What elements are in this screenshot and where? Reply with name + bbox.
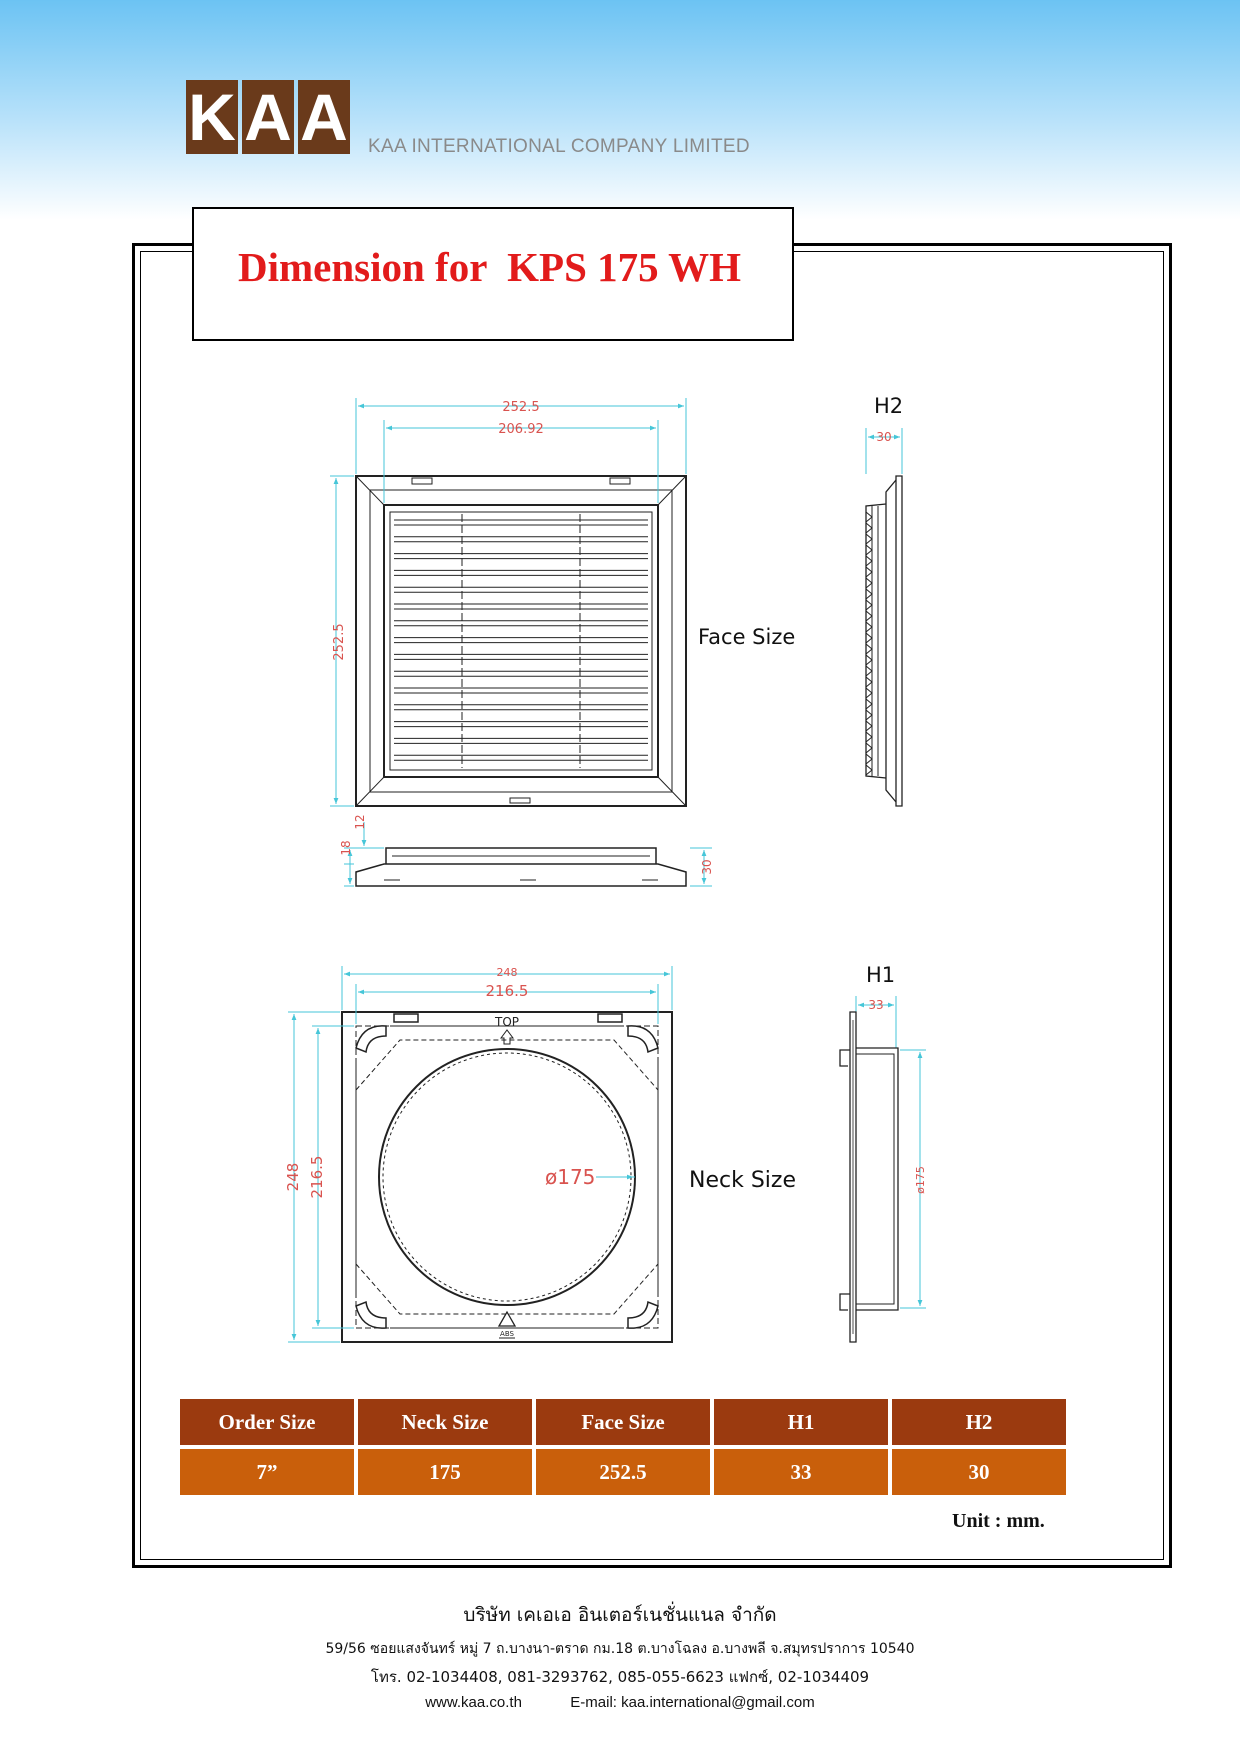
dim-neck-inner-height: 216.5: [308, 1155, 326, 1199]
table-cell: 252.5: [536, 1449, 710, 1495]
top-mark: TOP: [494, 1015, 520, 1029]
table-header-cell: Face Size: [536, 1399, 710, 1445]
side-rib: [866, 732, 872, 742]
table-cell: 30: [892, 1449, 1066, 1495]
side-rib: [866, 578, 872, 588]
face-front-view: [356, 476, 686, 806]
side-rib: [866, 666, 872, 676]
dim-h1-diameter: ø175: [914, 1166, 927, 1194]
table-row: [180, 1449, 1066, 1495]
footer-phone: โทร. 02-1034408, 081-3293762, 085-055-6623 แฟกซ์, 02-1034409: [370, 1668, 870, 1686]
company-name: KAA INTERNATIONAL COMPANY LIMITED: [368, 136, 750, 157]
dim-h1: 33: [868, 998, 884, 1012]
table-header-cell: Neck Size: [358, 1399, 532, 1445]
dim-face-inner-width: 206.92: [498, 422, 544, 437]
table-header-cell: Order Size: [180, 1399, 354, 1445]
table-header-cell: H2: [892, 1399, 1066, 1445]
table-cell: 175: [358, 1449, 532, 1495]
side-rib: [866, 644, 872, 654]
side-rib: [866, 754, 872, 764]
side-rib: [866, 765, 872, 775]
dim-neck-outer-width: 248: [496, 966, 518, 979]
side-rib: [866, 523, 872, 533]
h2-side-view: [866, 476, 902, 806]
side-rib: [866, 688, 872, 698]
page-title: Dimension for KPS 175 WH: [238, 244, 742, 290]
table-cell: 7”: [180, 1449, 354, 1495]
dim-neck-inner-width: 216.5: [485, 982, 529, 1000]
h1-label: H1: [866, 963, 896, 987]
dim-face-outer-width: 252.5: [502, 400, 540, 415]
side-rib: [866, 512, 872, 522]
spec-table: [176, 1395, 1070, 1499]
side-rib: [866, 545, 872, 555]
h1-side-view: [840, 1012, 898, 1342]
side-rib: [866, 633, 872, 643]
footer-contact: [0, 1694, 1240, 1711]
h2-label: H2: [874, 394, 904, 418]
dim-face-depth-30: 30: [700, 859, 714, 875]
side-rib: [866, 611, 872, 621]
side-rib: [866, 699, 872, 709]
side-rib: [866, 743, 872, 753]
abs-mark: ABS: [500, 1330, 514, 1338]
side-rib: [866, 534, 872, 544]
footer-company-thai: บริษัท เคเอเอ อินเตอร์เนชั่นแนล จำกัด: [463, 1604, 777, 1626]
face-bottom-profile: [356, 848, 686, 886]
side-rib: [866, 710, 872, 720]
side-rib: [866, 589, 872, 599]
footer-email-link[interactable]: E-mail: kaa.international@gmail.com: [570, 1694, 815, 1711]
side-rib: [866, 600, 872, 610]
dim-face-side-18: 18: [339, 840, 353, 856]
dim-neck-outer-height: 248: [284, 1162, 302, 1192]
logo-letter: A: [242, 80, 294, 154]
table-header-cell: H1: [714, 1399, 888, 1445]
side-rib: [866, 677, 872, 687]
dim-h2: 30: [876, 430, 892, 444]
neck-size-label: Neck Size: [689, 1168, 796, 1193]
side-rib: [866, 721, 872, 731]
side-rib: [866, 622, 872, 632]
table-header-row: [180, 1399, 1066, 1445]
footer-website-link[interactable]: www.kaa.co.th: [425, 1694, 522, 1711]
side-rib: [866, 556, 872, 566]
logo-letter: K: [186, 80, 238, 154]
logo-letter: A: [298, 80, 350, 154]
face-size-label: Face Size: [698, 625, 796, 649]
dim-face-height: 252.5: [332, 623, 347, 661]
unit-note: Unit : mm.: [952, 1510, 1045, 1532]
side-rib: [866, 567, 872, 577]
footer-address: 59/56 ซอยแสงจันทร์ หมู่ 7 ถ.บางนา-ตราด กม.18 ต.บางโฉลง อ.บางพลี จ.สมุทรปราการ 10540: [325, 1641, 915, 1657]
dim-neck-diameter: ø175: [545, 1165, 596, 1189]
side-rib: [866, 655, 872, 665]
dim-face-side-12: 12: [353, 814, 367, 830]
table-cell: 33: [714, 1449, 888, 1495]
